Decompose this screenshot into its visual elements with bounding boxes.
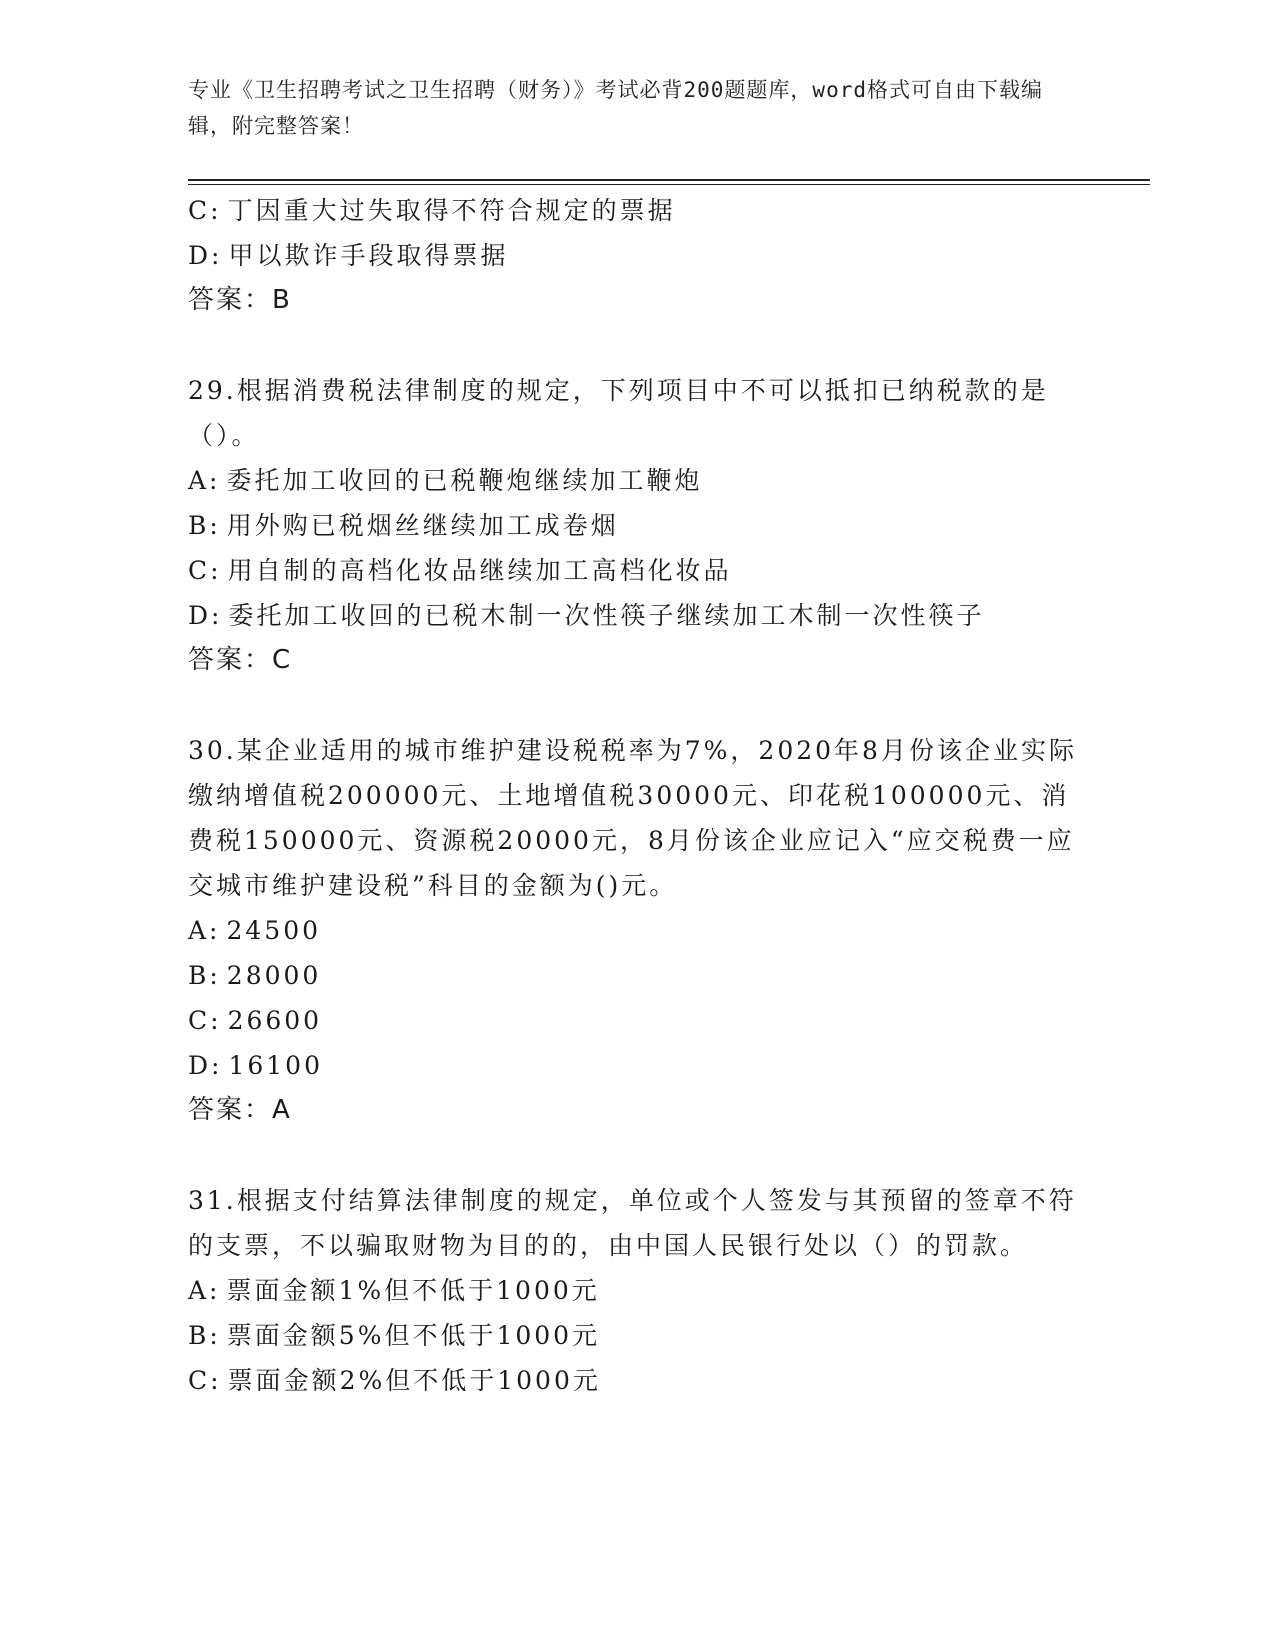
option-a: A: 票面金额1%但不低于1000元 [188, 1276, 600, 1305]
option-c: C: 用自制的高档化妆品继续加工高档化妆品 [188, 556, 732, 585]
answer-line: 答案：B [188, 285, 292, 315]
answer-line: 答案：C [188, 645, 293, 675]
document-header [188, 72, 1068, 144]
header-divider-thin [188, 184, 1150, 185]
question-29-stem: 29.根据消费税法律制度的规定，下列项目中不可以抵扣已纳税款的是（）。 [188, 376, 1049, 450]
option-b: B: 28000 [188, 961, 322, 990]
option-a: A: 24500 [188, 916, 322, 945]
header-divider-thick [188, 179, 1150, 181]
question-list [188, 188, 1088, 1403]
option-d: D: 委托加工收回的已税木制一次性筷子继续加工木制一次性筷子 [188, 601, 985, 630]
option-c: C: 26600 [188, 1006, 323, 1035]
option-c: C: 票面金额2%但不低于1000元 [188, 1366, 601, 1395]
option-d: D: 甲以欺诈手段取得票据 [188, 241, 509, 270]
question-31-stem: 31.根据支付结算法律制度的规定，单位或个人签发与其预留的签章不符的支票，不以骗取财物为目的的，由中国人民银行处以（）的罚款。 [188, 1186, 1077, 1260]
option-d: D: 16100 [188, 1051, 323, 1080]
option-b: B: 用外购已税烟丝继续加工成卷烟 [188, 511, 619, 540]
question-30-stem: 30.某企业适用的城市维护建设税税率为7%，2020年8月份该企业实际缴纳增值税200000元、土地增值税30000元、印花税100000元、消费税150000元、资源税20000元，8月份该企业应记入“应交税费一应交城市维护建设税”科目的金额为()元。 [188, 736, 1077, 900]
option-c: C: 丁因重大过失取得不符合规定的票据 [188, 196, 676, 225]
answer-line: 答案：A [188, 1095, 292, 1125]
option-a: A: 委托加工收回的已税鞭炮继续加工鞭炮 [188, 466, 703, 495]
header-title: 专业《卫生招聘考试之卫生招聘（财务）》考试必背200题题库，word格式可自由下载编辑，附完整答案！ [188, 78, 1043, 138]
option-b: B: 票面金额5%但不低于1000元 [188, 1321, 601, 1350]
